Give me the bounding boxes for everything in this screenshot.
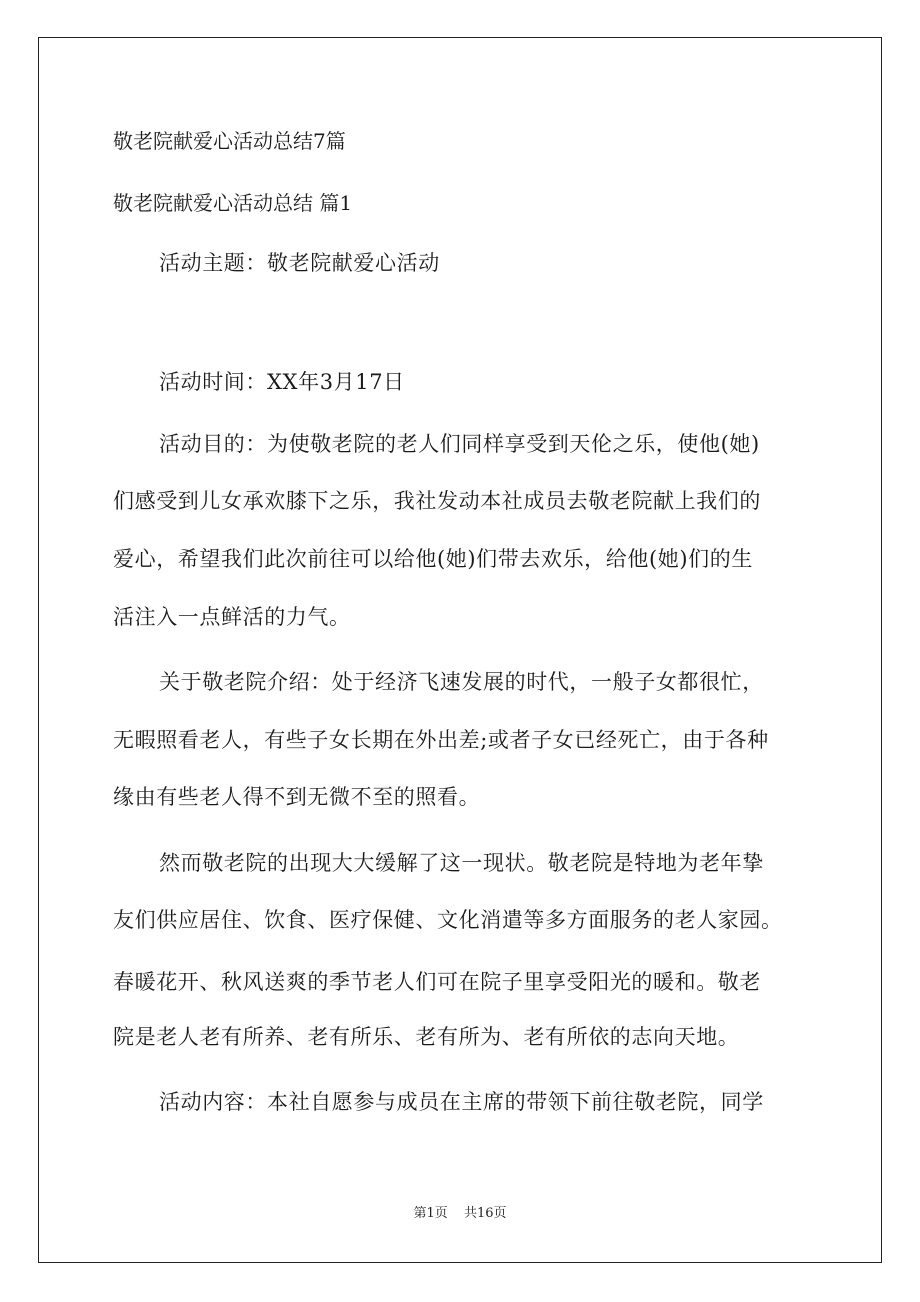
text-line: 活动时间：XX年3月17日 xyxy=(159,370,405,394)
text-line: 友们供应居住、饮食、医疗保健、文化消遣等多方面服务的老人家园。 xyxy=(113,908,783,932)
text-line: 们感受到儿女承欢膝下之乐，我社发动本社成员去敬老院献上我们的 xyxy=(113,489,761,513)
text-line: 活注入一点鲜活的力气。 xyxy=(113,605,351,629)
text-line: 春暖花开、秋风送爽的季节老人们可在院子里享受阳光的暖和。敬老 xyxy=(113,970,761,994)
text-line: 关于敬老院介绍：处于经济飞速发展的时代，一般子女都很忙， xyxy=(159,670,764,694)
text-line: 然而敬老院的出现大大缓解了这一现状。敬老院是特地为老年挚 xyxy=(159,851,764,875)
text-line: 活动内容：本社自愿参与成员在主席的带领下前往敬老院，同学 xyxy=(159,1090,764,1114)
text-line: 活动目的：为使敬老院的老人们同样享受到天伦之乐，使他(她) xyxy=(159,432,760,456)
text-line: 缘由有些老人得不到无微不至的照看。 xyxy=(113,785,481,809)
section-title: 敬老院献爱心活动总结 篇1 xyxy=(113,191,353,215)
text-line: 无暇照看老人，有些子女长期在外出差;或者子女已经死亡，由于各种 xyxy=(113,728,769,752)
page-total: 共16页 xyxy=(463,1206,507,1221)
text-line: 活动主题：敬老院献爱心活动 xyxy=(159,251,440,275)
document-title: 敬老院献爱心活动总结7篇 xyxy=(113,129,346,153)
page-number: 第1页 xyxy=(413,1206,448,1221)
text-line: 爱心，希望我们此次前往可以给他(她)们带去欢乐，给他(她)们的生 xyxy=(113,547,753,571)
page-border xyxy=(38,37,882,1263)
text-line: 院是老人老有所养、老有所乐、老有所为、老有所依的志向天地。 xyxy=(113,1025,740,1049)
page-footer xyxy=(0,1206,920,1222)
